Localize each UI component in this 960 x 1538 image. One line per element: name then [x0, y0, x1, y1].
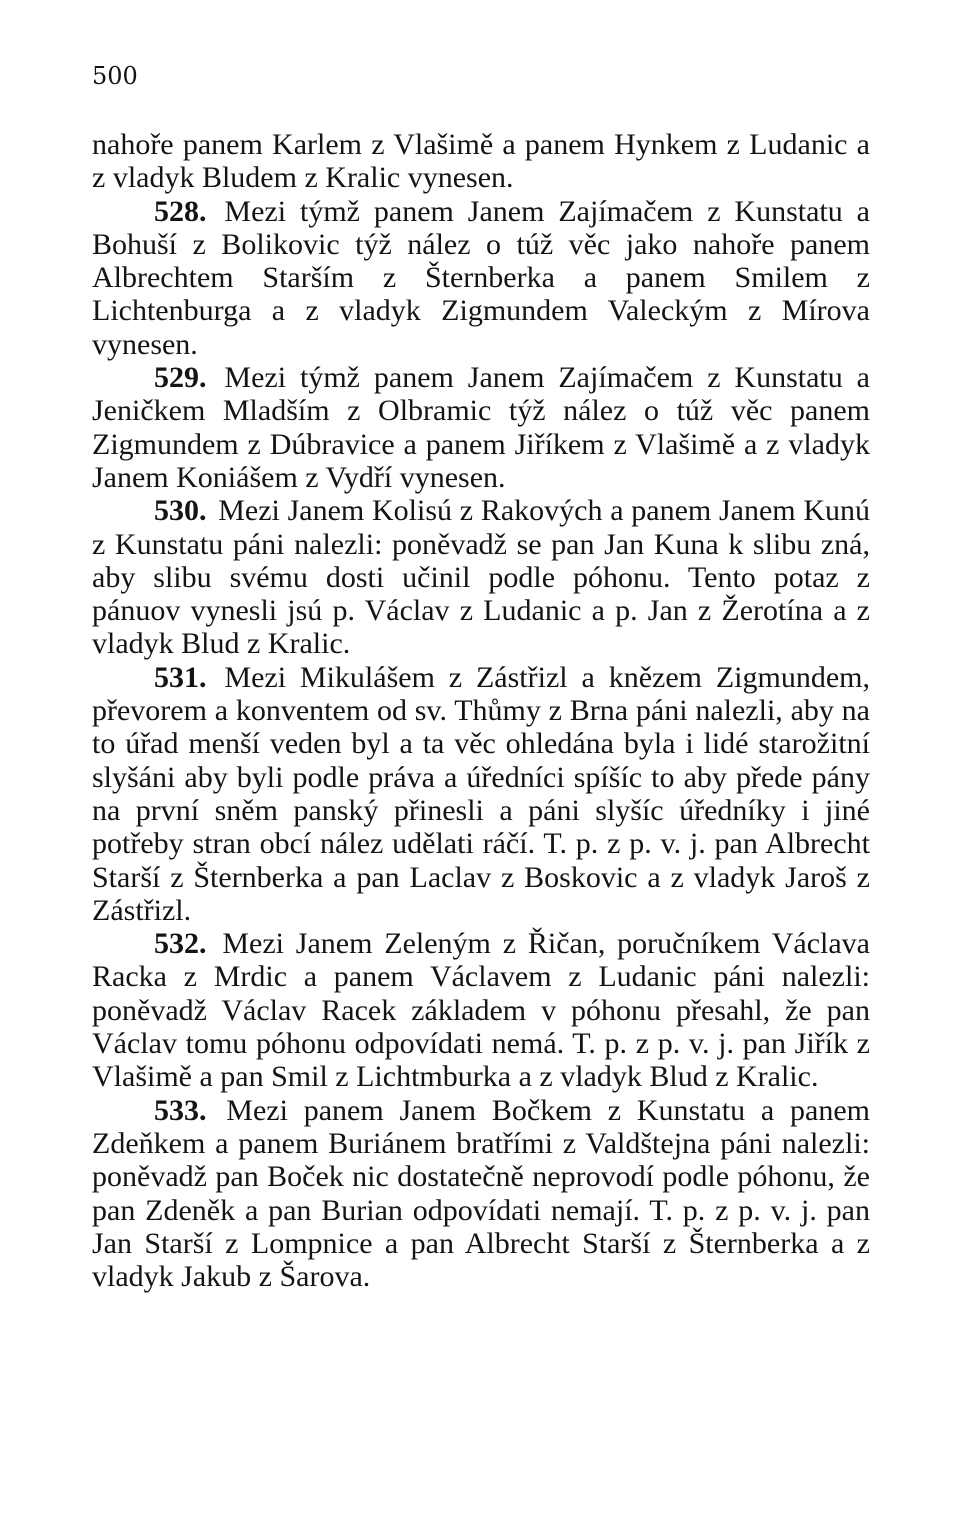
paragraph-text: Mezi Janem Kolisú z Rakových a panem Janem Kunú z Kunstatu páni nalezli: poněvadž se pan Jan Kuna k slibu zná, aby slibu svému dosti učinil podle póhonu. Tento potaz z pánuov vynesli jsú p. Václav z Ludanic a p. Jan z Žerotína a z vladyk Blud z Kralic. — [92, 494, 871, 661]
paragraph-text: Mezi panem Janem Bočkem z Kunstatu a panem Zdeňkem a panem Buriánem bratřími z Valdštejna páni nalezli: poněvadž pan Boček nic dostatečně neprovodí podle póhonu, že pan Zdeněk a pan Burian odpovídati nemají. T. p. z p. v. j. pan Jan Starší z Lompnice a pan Albrecht Starší z Šternberka a z vladyk Jakub z Šarova. — [92, 1093, 870, 1294]
paragraph-entry-531 — [92, 661, 870, 927]
paragraph-entry-528 — [92, 195, 870, 361]
entry-number: 531. — [154, 660, 207, 694]
paragraph-entry-530 — [92, 494, 870, 660]
body-text — [92, 128, 870, 1293]
entry-number: 532. — [154, 927, 207, 961]
paragraph-text: Mezi Janem Zeleným z Řičan, poručníkem Václava Racka z Mrdic a panem Václavem z Ludanic páni nalezli: poněvadž Václav Racek základem v póhonu přesahl, že pan Václav tomu póhonu odpovídati nemá. T. p. z p. v. j. pan Jiřík z Vlašimě a pan Smil z Lichtmburka a z vladyk Blud z Kralic. — [92, 927, 870, 1094]
paragraph-text: Mezi Mikulášem z Zástřizl a knězem Zigmundem, převorem a konventem od sv. Thůmy z Brna páni nalezli, aby na to úřad menší veden byl a ta věc ohledána byla i lidé starožitní slyšáni aby byli podle práva a úředníci spíšíc to aby přede pány na první sněm panský přinesli a páni slyšíc úředníky i jiné potřeby stran obcí nález udělati ráčí. T. p. z p. v. j. pan Albrecht Starší z Šternberka a pan Laclav z Boskovic a z vladyk Jaroš z Zástřizl. — [92, 660, 871, 927]
paragraph-text: nahoře panem Karlem z Vlašimě a panem Hynkem z Ludanic a z vladyk Bludem z Kralic vynesen. — [92, 128, 870, 195]
entry-number: 533. — [154, 1093, 207, 1127]
paragraph-entry-529 — [92, 361, 870, 494]
paragraph-continuation — [92, 128, 870, 195]
entry-number: 530. — [154, 494, 207, 528]
paragraph-entry-532 — [92, 927, 870, 1093]
entry-number: 529. — [154, 361, 207, 395]
page-number: 500 — [92, 62, 138, 90]
paragraph-text: Mezi týmž panem Janem Zajímačem z Kunstatu a Jeničkem Mladším z Olbramic týž nález o túž věc panem Zigmundem z Dúbravice a panem Jiříkem z Vlašimě a z vladyk Janem Koniášem z Vydří vynesen. — [92, 361, 870, 494]
entry-number: 528. — [154, 194, 207, 228]
paragraph-entry-533 — [92, 1094, 870, 1294]
paragraph-text: Mezi týmž panem Janem Zajímačem z Kunstatu a Bohuší z Bolikovic týž nález o túž věc jako nahoře panem Albrechtem Starším z Šternberka a panem Smilem z Lichtenburga a z vladyk Zigmundem Valeckým z Mírova vynesen. — [92, 194, 870, 361]
